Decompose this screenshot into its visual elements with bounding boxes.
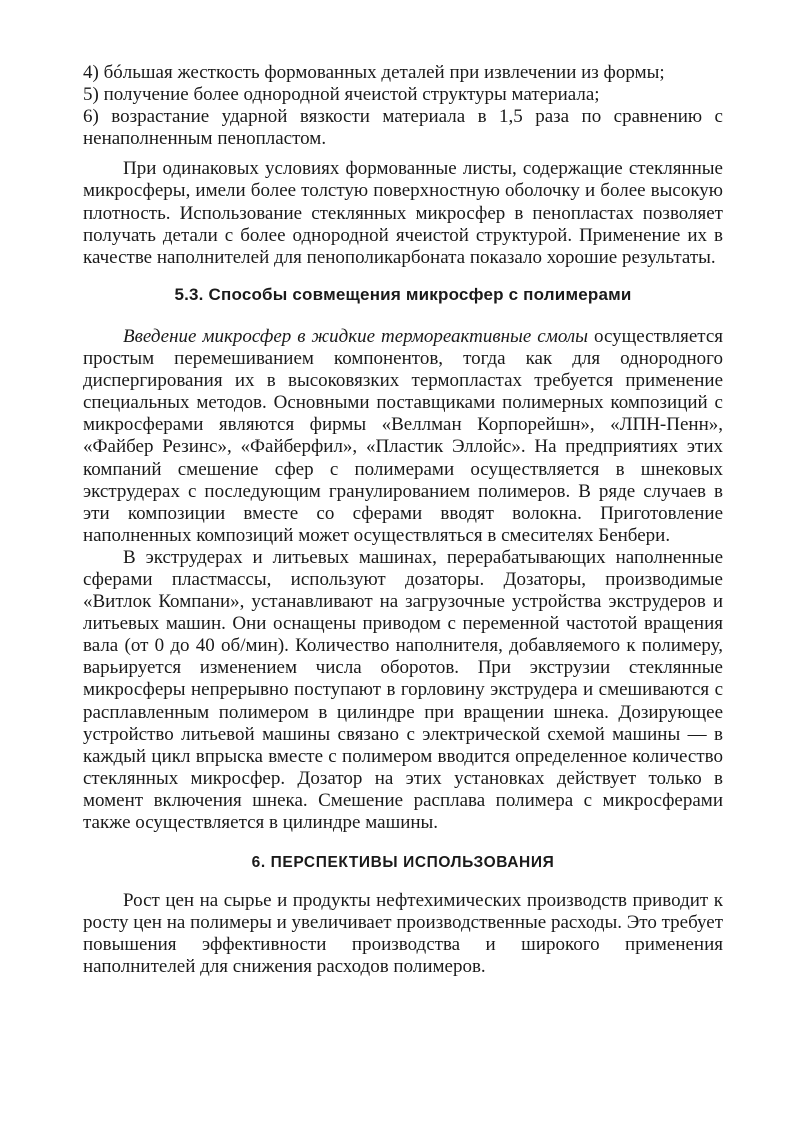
chapter-heading: 6. ПЕРСПЕКТИВЫ ИСПОЛЬЗОВАНИЯ (251, 854, 555, 872)
list-item-5: 5) получение более однородной ячеистой структуры материала; (83, 84, 600, 106)
paragraph-introduction-microspheres (83, 326, 723, 547)
paragraph-body: осуществляется простым перемешиванием компонентов, тогда как для однородного диспергирования их в высоковязких термопластах требуется применение специальных методов. Основными поставщиками полимерных композиций с микросферами являются фирмы «Веллман Корпорейшн», «ЛПН-Пенн», «Файбер Резинс», «Файберфил», «Пластик Эллойс». На предприятиях этих компаний смешение сфер с полимерами осуществляется в шнековых экструдерах с последующим гранулированием полимеров. В ряде случаев в эти композиции вместе со сферами вводят волокна. Приготовление наполненных композиций может осуществляться в смесителях Бенбери. (83, 325, 723, 546)
paragraph-formed-sheets: При одинаковых условиях формованные листы, содержащие стеклянные микросферы, имели более толстую поверхностную оболочку и более высокую плотность. Использование стеклянных микросфер в пенопластах позволяет получать детали с более однородной ячеистой структурой. Применение их в качестве наполнителей для пенополикарбоната показало хорошие результаты. (83, 158, 723, 268)
list-item-6: 6) возрастание ударной вязкости материала в 1,5 раза по сравнению с ненаполненным пенопластом. (83, 106, 723, 150)
paragraph-lead-italic: Введение микросфер в жидкие термореактивные смолы (123, 325, 589, 347)
list-item-4: 4) бóльшая жесткость формованных деталей при извлечении из формы; (83, 62, 665, 83)
paragraph-extruders-dosing: В экструдерах и литьевых машинах, перерабатывающих наполненные сферами пластмассы, используют дозаторы. Дозаторы, производимые «Витлок Компани», устанавливают на загрузочные устройства экструдеров и литьевых машин. Они оснащены приводом с переменной частотой вращения вала (от 0 до 40 об/мин). Количество наполнителя, добавляемого к полимеру, варьируется изменением числа оборотов. При экструзии стеклянные микросферы непрерывно поступают в горловину экструдера и смешиваются с расплавленным полимером в цилиндре при вращении шнека. Дозирующее устройство литьевой машины связано с электрической схемой машины — в каждый цикл впрыска вместе с полимером вводится определенное количество стеклянных микросфер. Дозатор на этих установках действует только в момент включения шнека. Смешение расплава полимера с микросферами также осуществляется в цилиндре машины. (83, 546, 723, 833)
document-page (83, 62, 723, 979)
section-heading: 5.3. Способы совмещения микросфер с полимерами (174, 284, 632, 304)
paragraph-price-growth: Рост цен на сырье и продукты нефтехимических производств приводит к росту цен на полимеры и увеличивает производственные расходы. Это требует повышения эффективности производства и широкого применения наполнителей для снижения расходов полимеров. (83, 890, 723, 978)
